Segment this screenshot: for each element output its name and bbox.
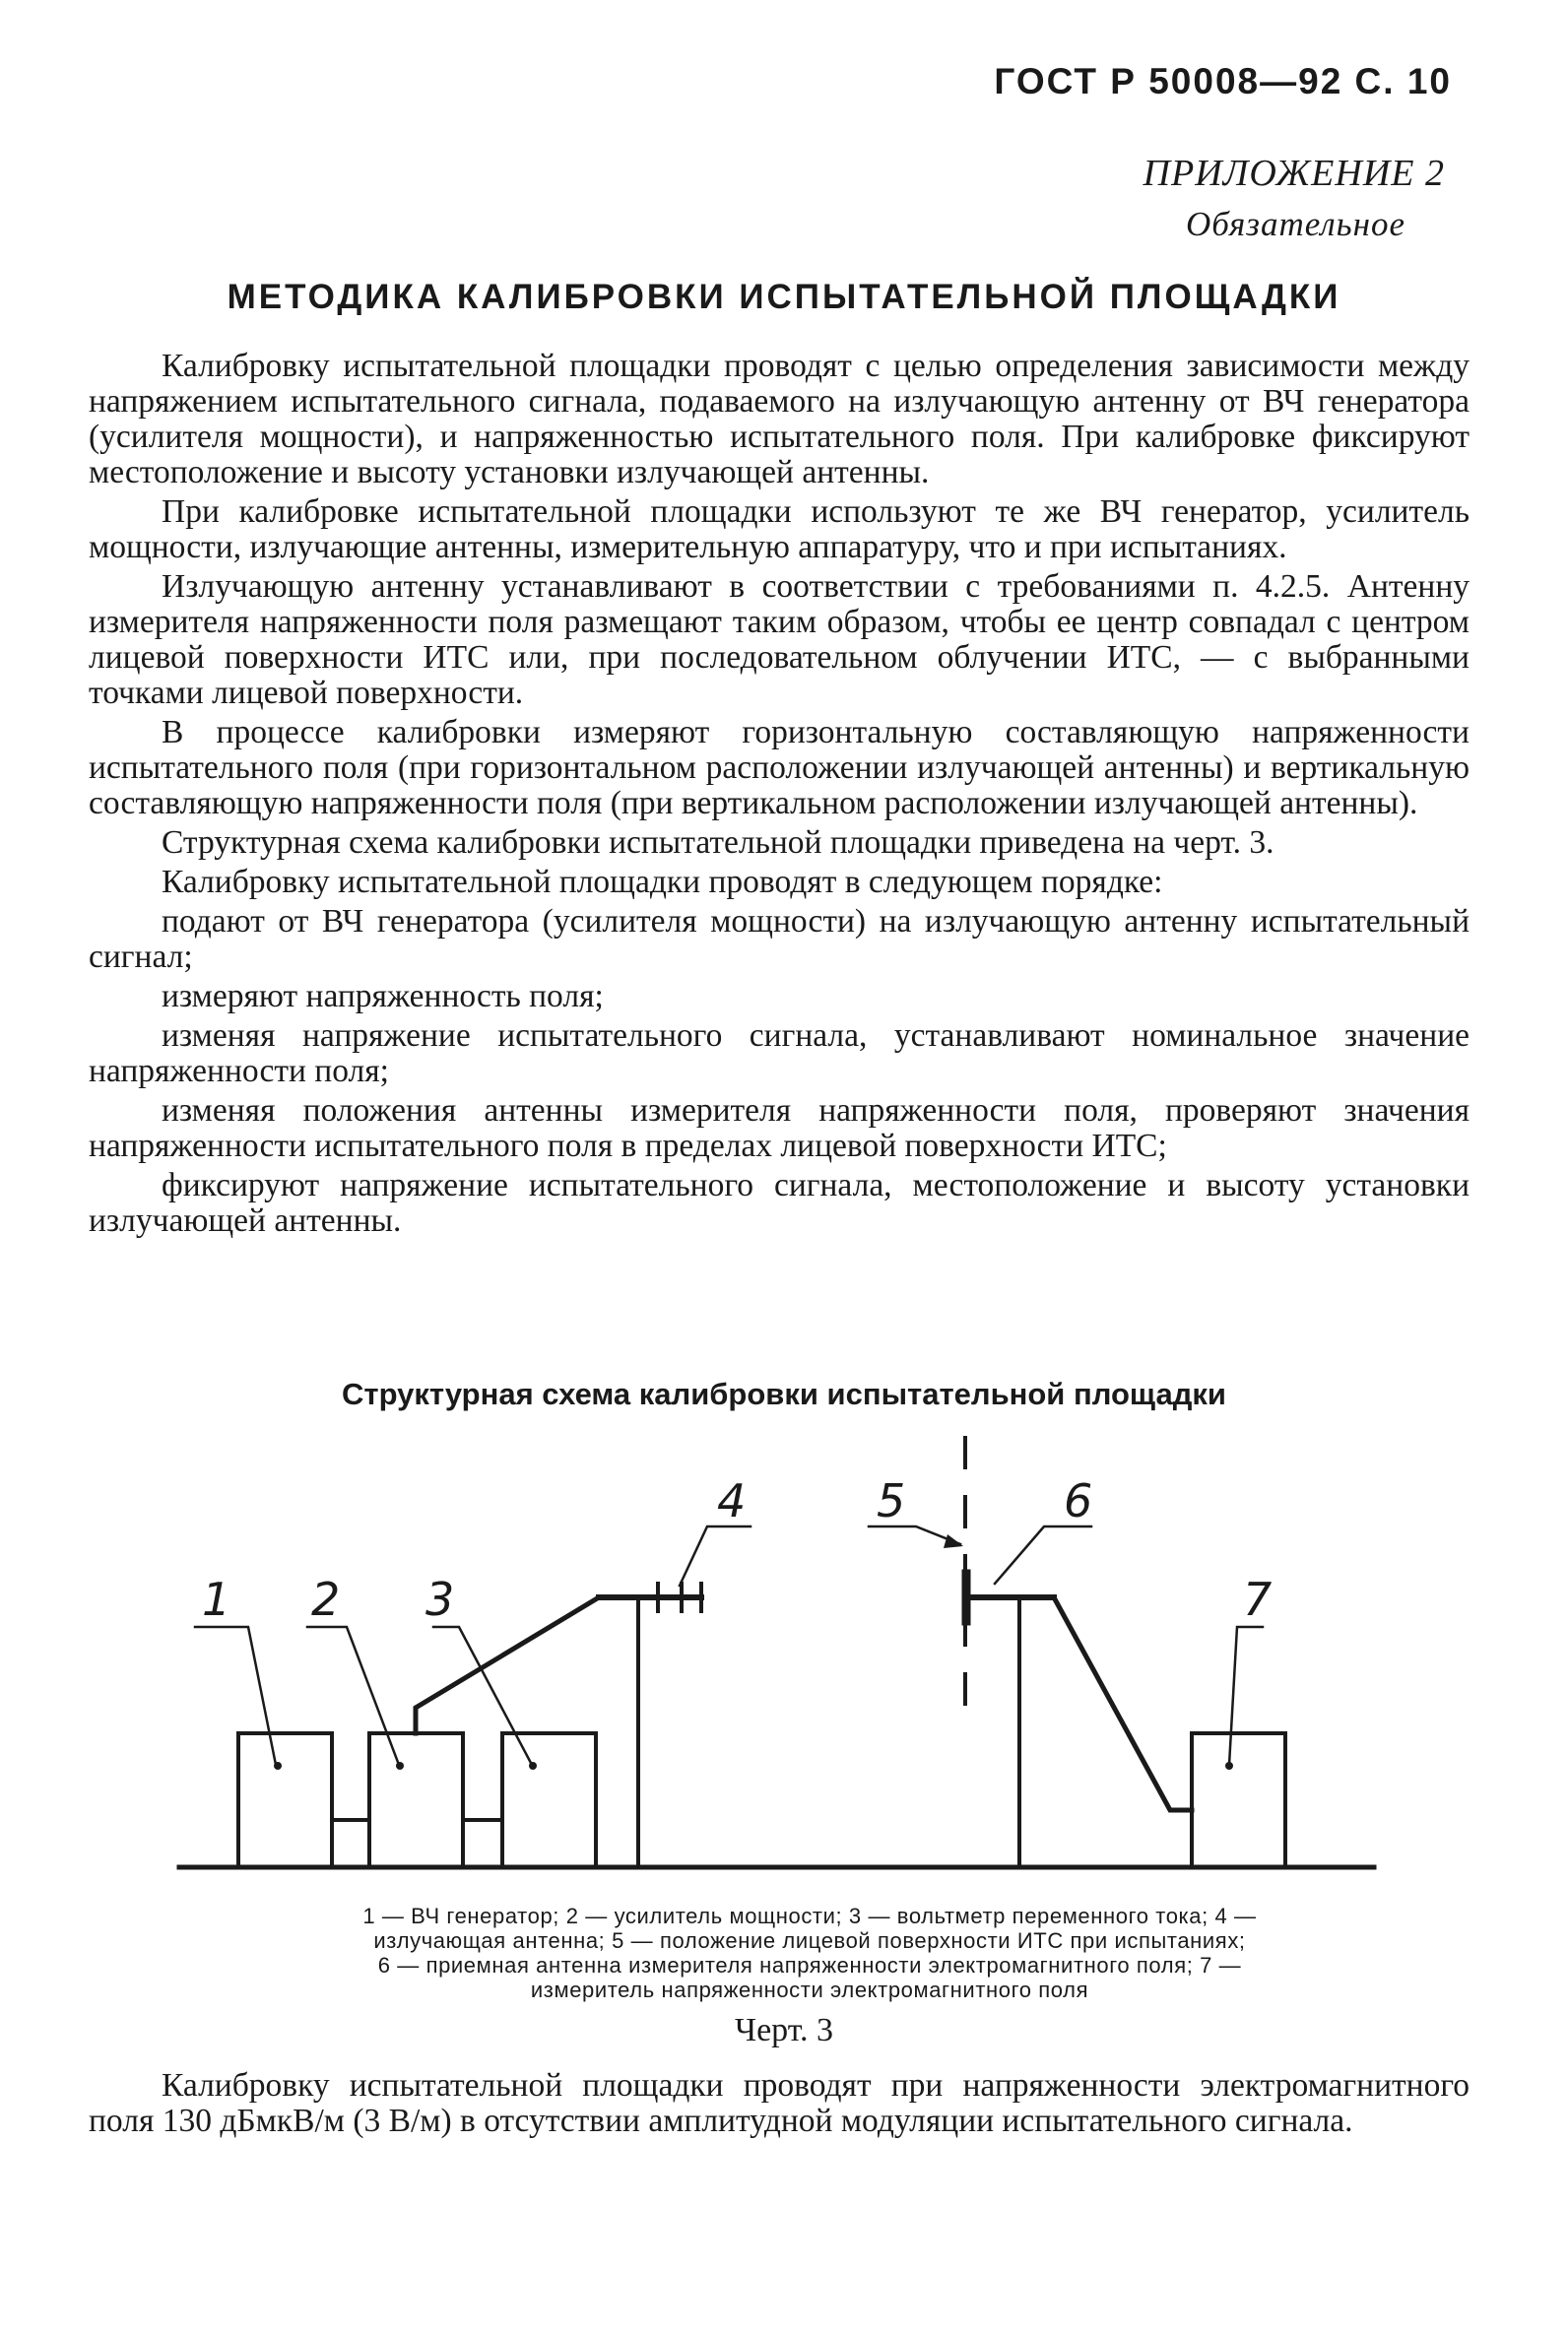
rx-cable: [1054, 1597, 1192, 1810]
leader-5-arrowhead: [944, 1534, 963, 1548]
block-7-dot: [1225, 1762, 1233, 1770]
legend-line: 1 — ВЧ генератор; 2 — усилитель мощности; 3 — вольтметр переменного тока; 4 —: [362, 1904, 1257, 1928]
block-2-dot: [396, 1762, 404, 1770]
leader-4: [680, 1526, 751, 1586]
paragraph: Структурная схема калибровки испытательной площадки приведена на черт. 3.: [162, 824, 1274, 861]
appendix-label: ПРИЛОЖЕНИЕ 2: [1143, 153, 1445, 194]
final-text: [89, 2068, 1470, 2139]
appendix-status: Обязательное: [1186, 205, 1405, 243]
label-4: 4: [717, 1474, 747, 1527]
calibration-scheme-diagram: [0, 1418, 1568, 1881]
paragraph: изменяя напряжение испытательного сигнала, устанавливают номинальное значение напряженности поля;: [89, 1017, 1470, 1089]
leader-1: [195, 1627, 276, 1765]
appendix-block: [1143, 148, 1445, 250]
paragraph: измеряют напряженность поля;: [162, 978, 604, 1014]
legend-line: 6 — приемная антенна измерителя напряженности электромагнитного поля; 7 —: [377, 1953, 1242, 1978]
ac-voltmeter-block: [502, 1733, 596, 1867]
power-amplifier-block: [369, 1733, 463, 1867]
paragraph: подают от ВЧ генератора (усилителя мощности) на излучающую антенну испытательный сигнал;: [89, 903, 1470, 975]
label-7: 7: [1243, 1573, 1273, 1626]
label-1: 1: [202, 1573, 231, 1626]
final-paragraph: Калибровку испытательной площадки проводят при напряженности электромагнитного поля 130 дБмкВ/м (3 В/м) в отсутствии амплитудной модуляции испытательного сигнала.: [89, 2067, 1470, 2139]
figure-legend: [169, 1904, 1450, 2002]
leader-6: [995, 1526, 1091, 1584]
scheme-title: Структурная схема калибровки испытательной площадки: [342, 1377, 1226, 1411]
paragraph: Калибровку испытательной площадки проводят с целью определения зависимости между напряжением испытательного сигнала, подаваемого на излучающую антенну от ВЧ генератора (усилителя мощности), и напряженностью испытательного поля. При калибровке фиксируют местоположение и высоту установки излучающей антенны.: [89, 348, 1470, 490]
page-title: МЕТОДИКА КАЛИБРОВКИ ИСПЫТАТЕЛЬНОЙ ПЛОЩАДКИ: [227, 278, 1341, 316]
block-1-dot: [274, 1762, 282, 1770]
label-2: 2: [311, 1573, 341, 1626]
block-3-dot: [529, 1762, 537, 1770]
figure-label: Черт. 3: [734, 2012, 834, 2048]
paragraph: изменяя положения антенны измерителя напряженности поля, проверяют значения напряженности испытательного поля в пределах лицевой поверхности ИТС;: [89, 1092, 1470, 1164]
leader-2: [307, 1627, 399, 1765]
label-5: 5: [877, 1474, 906, 1527]
legend-line: измеритель напряженности электромагнитного поля: [530, 1978, 1089, 2002]
hf-generator-block: [238, 1733, 332, 1867]
paragraph: Калибровку испытательной площадки проводят в следующем порядке:: [162, 864, 1163, 900]
label-3: 3: [425, 1573, 455, 1626]
body-text: [89, 349, 1470, 1239]
paragraph: Излучающую антенну устанавливают в соответствии с требованиями п. 4.2.5. Антенну измерителя напряженности поля размещают таким образом, чтобы ее центр совпадал с центром лицевой поверхности ИТС или, при последовательном облучении ИТС, — с выбранными точками лицевой поверхности.: [89, 568, 1470, 711]
page-header: ГОСТ Р 50008—92 С. 10: [994, 61, 1452, 101]
paragraph: В процессе калибровки измеряют горизонтальную составляющую напряженности испытательного поля (при горизонтальном расположении излучающей антенны) и вертикальную составляющую напряженности поля (при вертикальном расположении излучающей антенны).: [89, 714, 1470, 821]
label-6: 6: [1064, 1474, 1093, 1527]
paragraph: При калибровке испытательной площадки используют те же ВЧ генератор, усилитель мощности, излучающие антенны, измерительную аппаратуру, что и при испытаниях.: [89, 493, 1470, 565]
field-meter-block: [1192, 1733, 1285, 1867]
leader-7: [1229, 1627, 1263, 1765]
legend-line: излучающая антенна; 5 — положение лицевой поверхности ИТС при испытаниях;: [373, 1928, 1246, 1953]
paragraph: фиксируют напряжение испытательного сигнала, местоположение и высоту установки излучающей антенны.: [89, 1167, 1470, 1239]
